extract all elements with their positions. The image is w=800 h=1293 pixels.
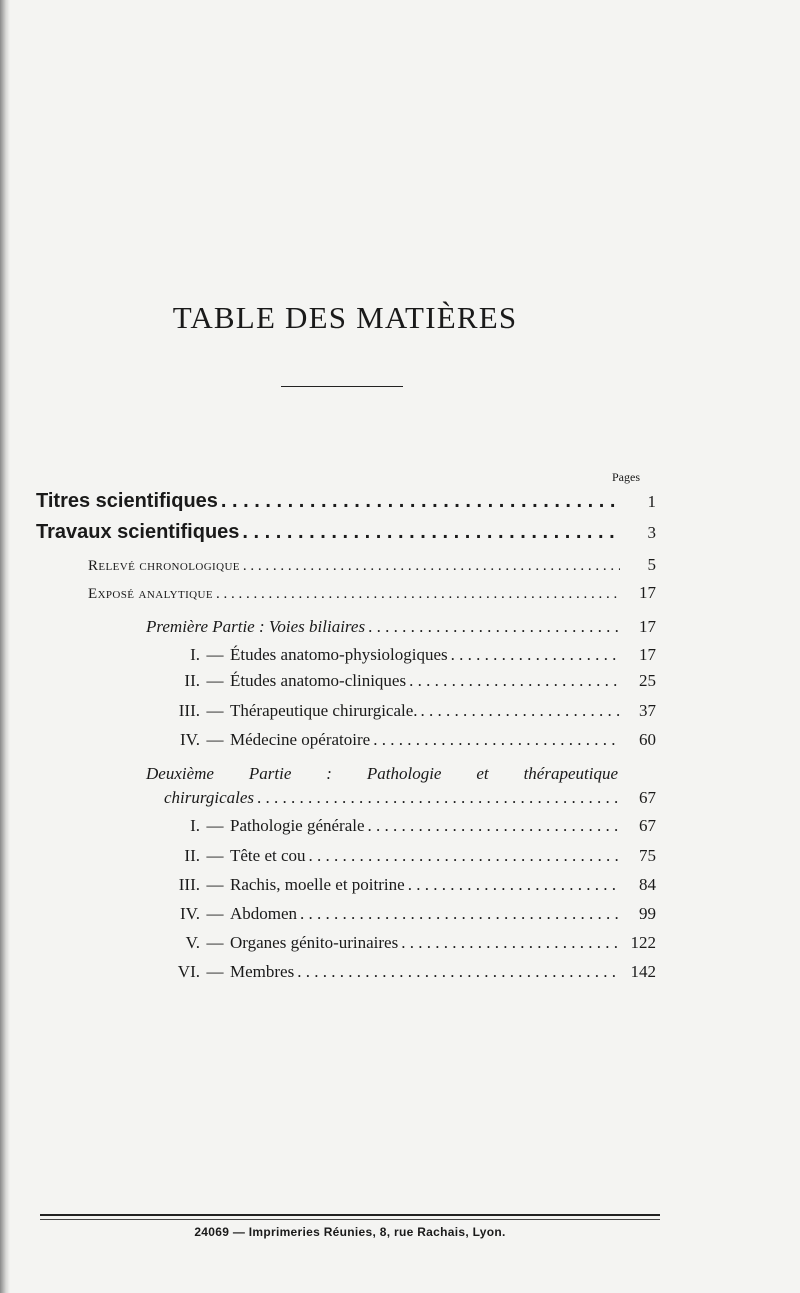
toc-page-number: 25 bbox=[639, 671, 656, 690]
toc-entry-part2-line1: Deuxième Partie : Pathologie et thérapeutique bbox=[146, 764, 618, 783]
toc-page-number: 17 bbox=[639, 645, 656, 664]
toc-entry-p1-1 bbox=[160, 645, 656, 665]
toc-page-number: 5 bbox=[647, 555, 656, 574]
dash: — bbox=[206, 933, 224, 952]
roman-numeral: IV. bbox=[180, 730, 200, 749]
roman-numeral: I. bbox=[190, 816, 200, 835]
pages-column-label: Pages bbox=[612, 470, 640, 484]
toc-page-number: 60 bbox=[639, 730, 656, 749]
footer-rule bbox=[40, 1219, 660, 1220]
leader-dots bbox=[370, 730, 620, 750]
toc-entry-expose bbox=[88, 583, 656, 603]
toc-entry-part2 bbox=[164, 788, 656, 808]
toc-entry-titres bbox=[36, 490, 656, 513]
leader-dots bbox=[405, 875, 620, 895]
toc-entry-p2-1 bbox=[160, 816, 656, 836]
leader-dots bbox=[213, 586, 620, 603]
toc-entry-releve bbox=[88, 555, 656, 575]
dash: — bbox=[206, 671, 224, 690]
toc-entry-label: Rachis, moelle et poitrine bbox=[230, 875, 405, 894]
leader-dots bbox=[297, 904, 620, 924]
dash: — bbox=[206, 904, 224, 923]
roman-numeral: VI. bbox=[177, 962, 200, 981]
toc-page-number: 99 bbox=[639, 904, 656, 923]
leader-dots bbox=[406, 671, 620, 691]
toc-entry-label: Pathologie générale bbox=[230, 816, 365, 835]
leader-dots bbox=[218, 490, 620, 513]
leader-dots bbox=[448, 645, 620, 665]
toc-entry-label: chirurgicales bbox=[164, 788, 255, 807]
footer-rule bbox=[40, 1214, 660, 1216]
toc-entry-p1-4 bbox=[160, 730, 656, 750]
scan-edge-shadow bbox=[0, 0, 10, 1293]
toc-entry-label: Médecine opératoire bbox=[230, 730, 371, 749]
leader-dots bbox=[418, 701, 620, 721]
leader-dots bbox=[365, 617, 620, 637]
toc-page-number: 37 bbox=[639, 701, 656, 720]
dash: — bbox=[206, 816, 224, 835]
toc-page-number: 142 bbox=[630, 962, 656, 981]
dash: — bbox=[206, 962, 224, 981]
roman-numeral: IV. bbox=[180, 904, 200, 923]
toc-page-number: 1 bbox=[647, 492, 656, 511]
toc-entry-label: Membres bbox=[230, 962, 295, 981]
title-divider bbox=[281, 386, 403, 387]
leader-dots bbox=[254, 788, 620, 808]
dash: — bbox=[206, 730, 224, 749]
toc-entry-p2-5 bbox=[160, 933, 656, 953]
toc-page-number: 17 bbox=[639, 617, 656, 636]
toc-entry-label: Études anatomo-cliniques bbox=[230, 671, 407, 690]
toc-page-number: 75 bbox=[639, 846, 656, 865]
toc-entry-label: Abdomen bbox=[230, 904, 298, 923]
dash: — bbox=[206, 846, 224, 865]
dash: — bbox=[206, 701, 224, 720]
roman-numeral: II. bbox=[184, 846, 200, 865]
roman-numeral: II. bbox=[184, 671, 200, 690]
toc-entry-part1 bbox=[146, 617, 656, 637]
toc-entry-label: Travaux scientifiques bbox=[36, 521, 240, 543]
toc-entry-travaux bbox=[36, 521, 656, 544]
toc-page-number: 122 bbox=[630, 933, 656, 952]
toc-entry-label: Exposé analytique bbox=[88, 586, 213, 602]
toc-page-number: 67 bbox=[639, 816, 656, 835]
roman-numeral: V. bbox=[185, 933, 200, 952]
toc-entry-label: Thérapeutique chirurgicale. bbox=[230, 701, 418, 720]
roman-numeral: I. bbox=[190, 645, 200, 664]
toc-entry-label: Relevé chronologique bbox=[88, 558, 240, 574]
leader-dots bbox=[240, 558, 620, 575]
leader-dots bbox=[306, 846, 620, 866]
toc-page-number: 84 bbox=[639, 875, 656, 894]
toc-page-number: 67 bbox=[639, 788, 656, 807]
leader-dots bbox=[294, 962, 620, 982]
leader-dots bbox=[365, 816, 620, 836]
page-title: TABLE DES MATIÈRES bbox=[172, 300, 518, 335]
toc-entry-label: Première Partie : Voies biliaires bbox=[146, 617, 366, 636]
toc-page-number: 17 bbox=[639, 583, 656, 602]
leader-dots bbox=[239, 521, 620, 544]
toc-entry-p2-6 bbox=[160, 962, 656, 982]
toc-entry-label: Tête et cou bbox=[230, 846, 306, 865]
toc-entry-p2-2 bbox=[160, 846, 656, 866]
toc-entry-label: Études anatomo-physiologiques bbox=[230, 645, 448, 664]
toc-entry-label: Organes génito-urinaires bbox=[230, 933, 399, 952]
toc-entry-p1-2 bbox=[160, 671, 656, 691]
dash: — bbox=[206, 645, 224, 664]
leader-dots bbox=[398, 933, 620, 953]
toc-entry-label: Titres scientifiques bbox=[36, 490, 218, 512]
roman-numeral: III. bbox=[178, 701, 200, 720]
toc-entry-p2-4 bbox=[160, 904, 656, 924]
toc-page-number: 3 bbox=[647, 523, 656, 542]
toc-entry-p2-3 bbox=[160, 875, 656, 895]
printer-imprint: 24069 — Imprimeries Réunies, 8, rue Rachais, Lyon. bbox=[194, 1225, 506, 1239]
dash: — bbox=[206, 875, 224, 894]
roman-numeral: III. bbox=[178, 875, 200, 894]
toc-entry-p1-3 bbox=[160, 701, 656, 721]
